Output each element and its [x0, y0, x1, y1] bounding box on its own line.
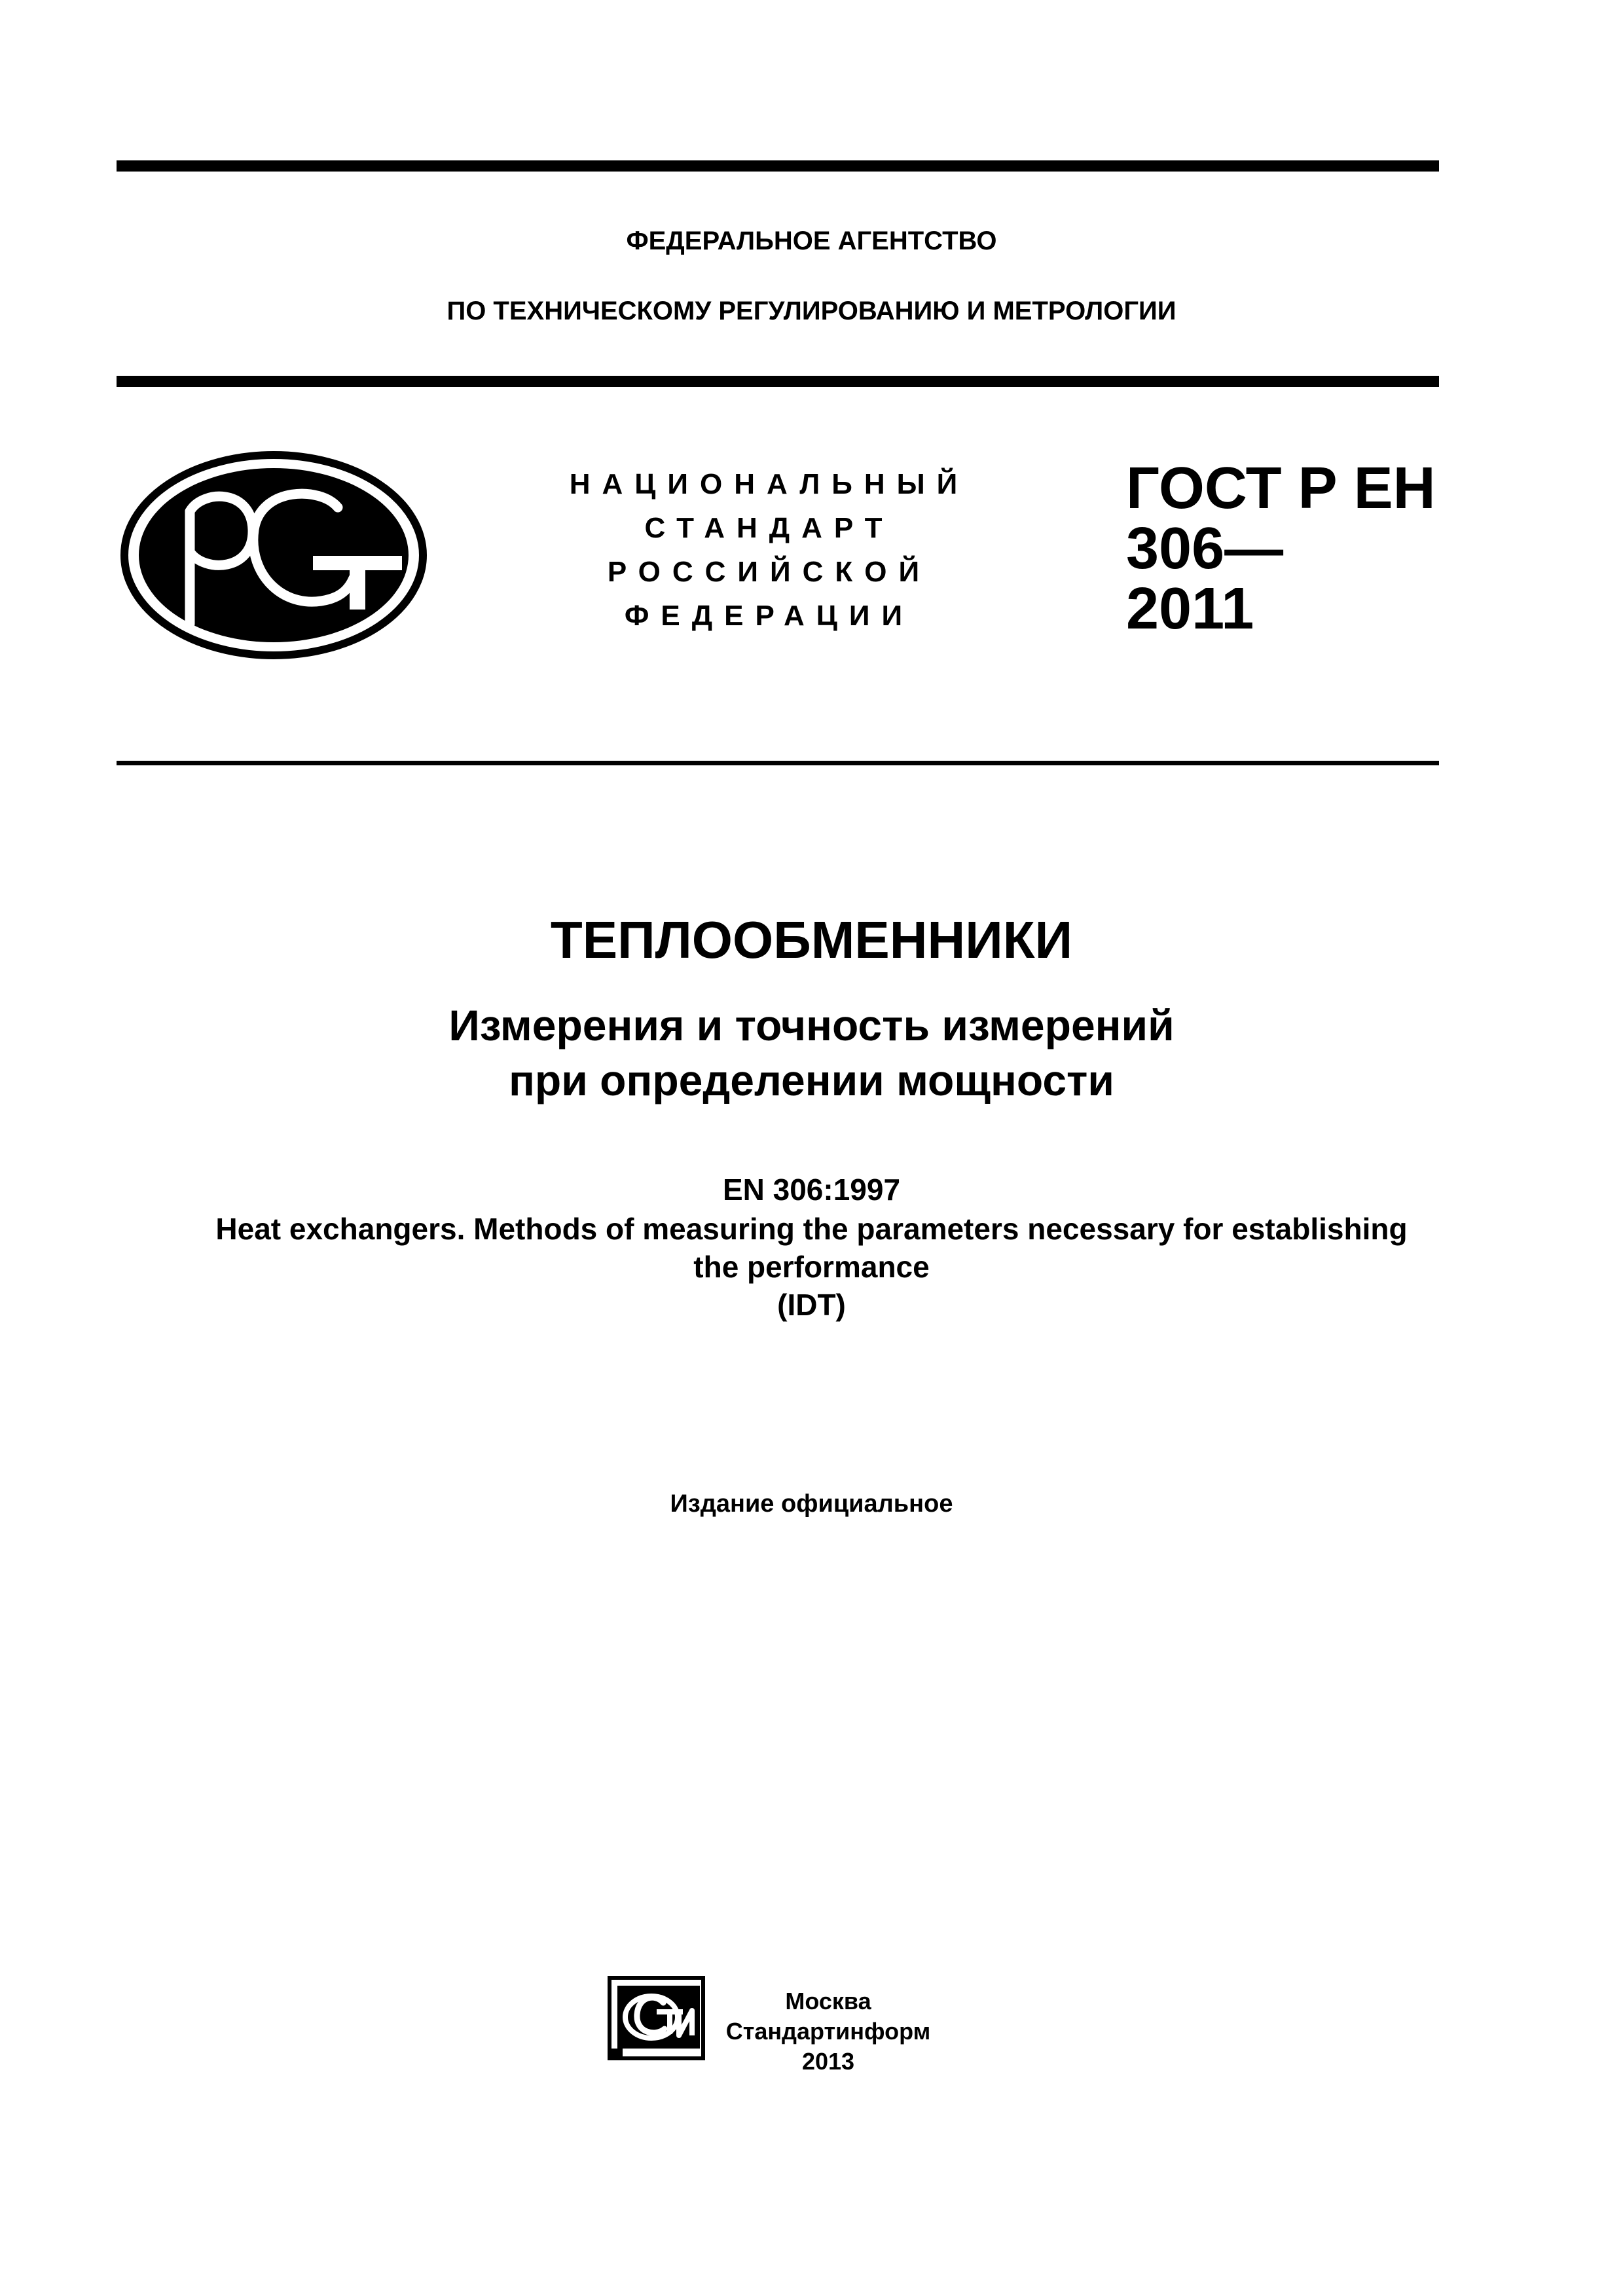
designation-line-3: 2011 [1126, 576, 1254, 642]
publisher-block [720, 1986, 936, 2077]
designation-line-1: ГОСТ Р ЕН [1126, 456, 1436, 521]
designation-line-2: 306— [1126, 516, 1284, 581]
standartinform-logo-icon [606, 1974, 707, 2062]
national-standard-line-4: ФЕДЕРАЦИИ [624, 600, 915, 632]
national-standard-line-2: СТАНДАРТ [644, 512, 894, 544]
agency-name-line-1: ФЕДЕРАЛЬНОЕ АГЕНТСТВО [626, 227, 997, 255]
national-standard-line-3: РОССИЙСКОЙ [607, 556, 932, 588]
en-reference-title-line-1: Heat exchangers. Methods of measuring the parameters necessary for establishing [215, 1212, 1408, 1246]
agency-name-line-2: ПО ТЕХНИЧЕСКОМУ РЕГУЛИРОВАНИЮ И МЕТРОЛОГИИ [447, 297, 1176, 325]
publisher-city: Москва [785, 1988, 871, 2014]
en-reference-code: EN 306:1997 [722, 1173, 901, 1207]
edition-note: Издание официальное [670, 1490, 953, 1518]
equivalence-degree: (IDT) [777, 1288, 846, 1322]
en-reference-title-line-2: the performance [693, 1250, 930, 1284]
standard-designation [1126, 456, 1436, 642]
national-standard-line-1: НАЦИОНАЛЬНЫЙ [569, 468, 970, 500]
title-separator-rule [117, 761, 1439, 765]
document-title: ТЕПЛООБМЕННИКИ [550, 911, 1073, 969]
header-bottom-rule [117, 376, 1439, 387]
document-subtitle-line-1: Измерения и точность измерений [448, 1001, 1175, 1049]
national-standard-label [556, 462, 982, 638]
publisher-name: Стандартинформ [725, 2018, 931, 2045]
top-rule [117, 160, 1439, 172]
pc-conformity-mark-icon [117, 447, 431, 663]
publication-year: 2013 [801, 2048, 855, 2075]
document-subtitle-line-2: при определении мощности [509, 1056, 1114, 1104]
